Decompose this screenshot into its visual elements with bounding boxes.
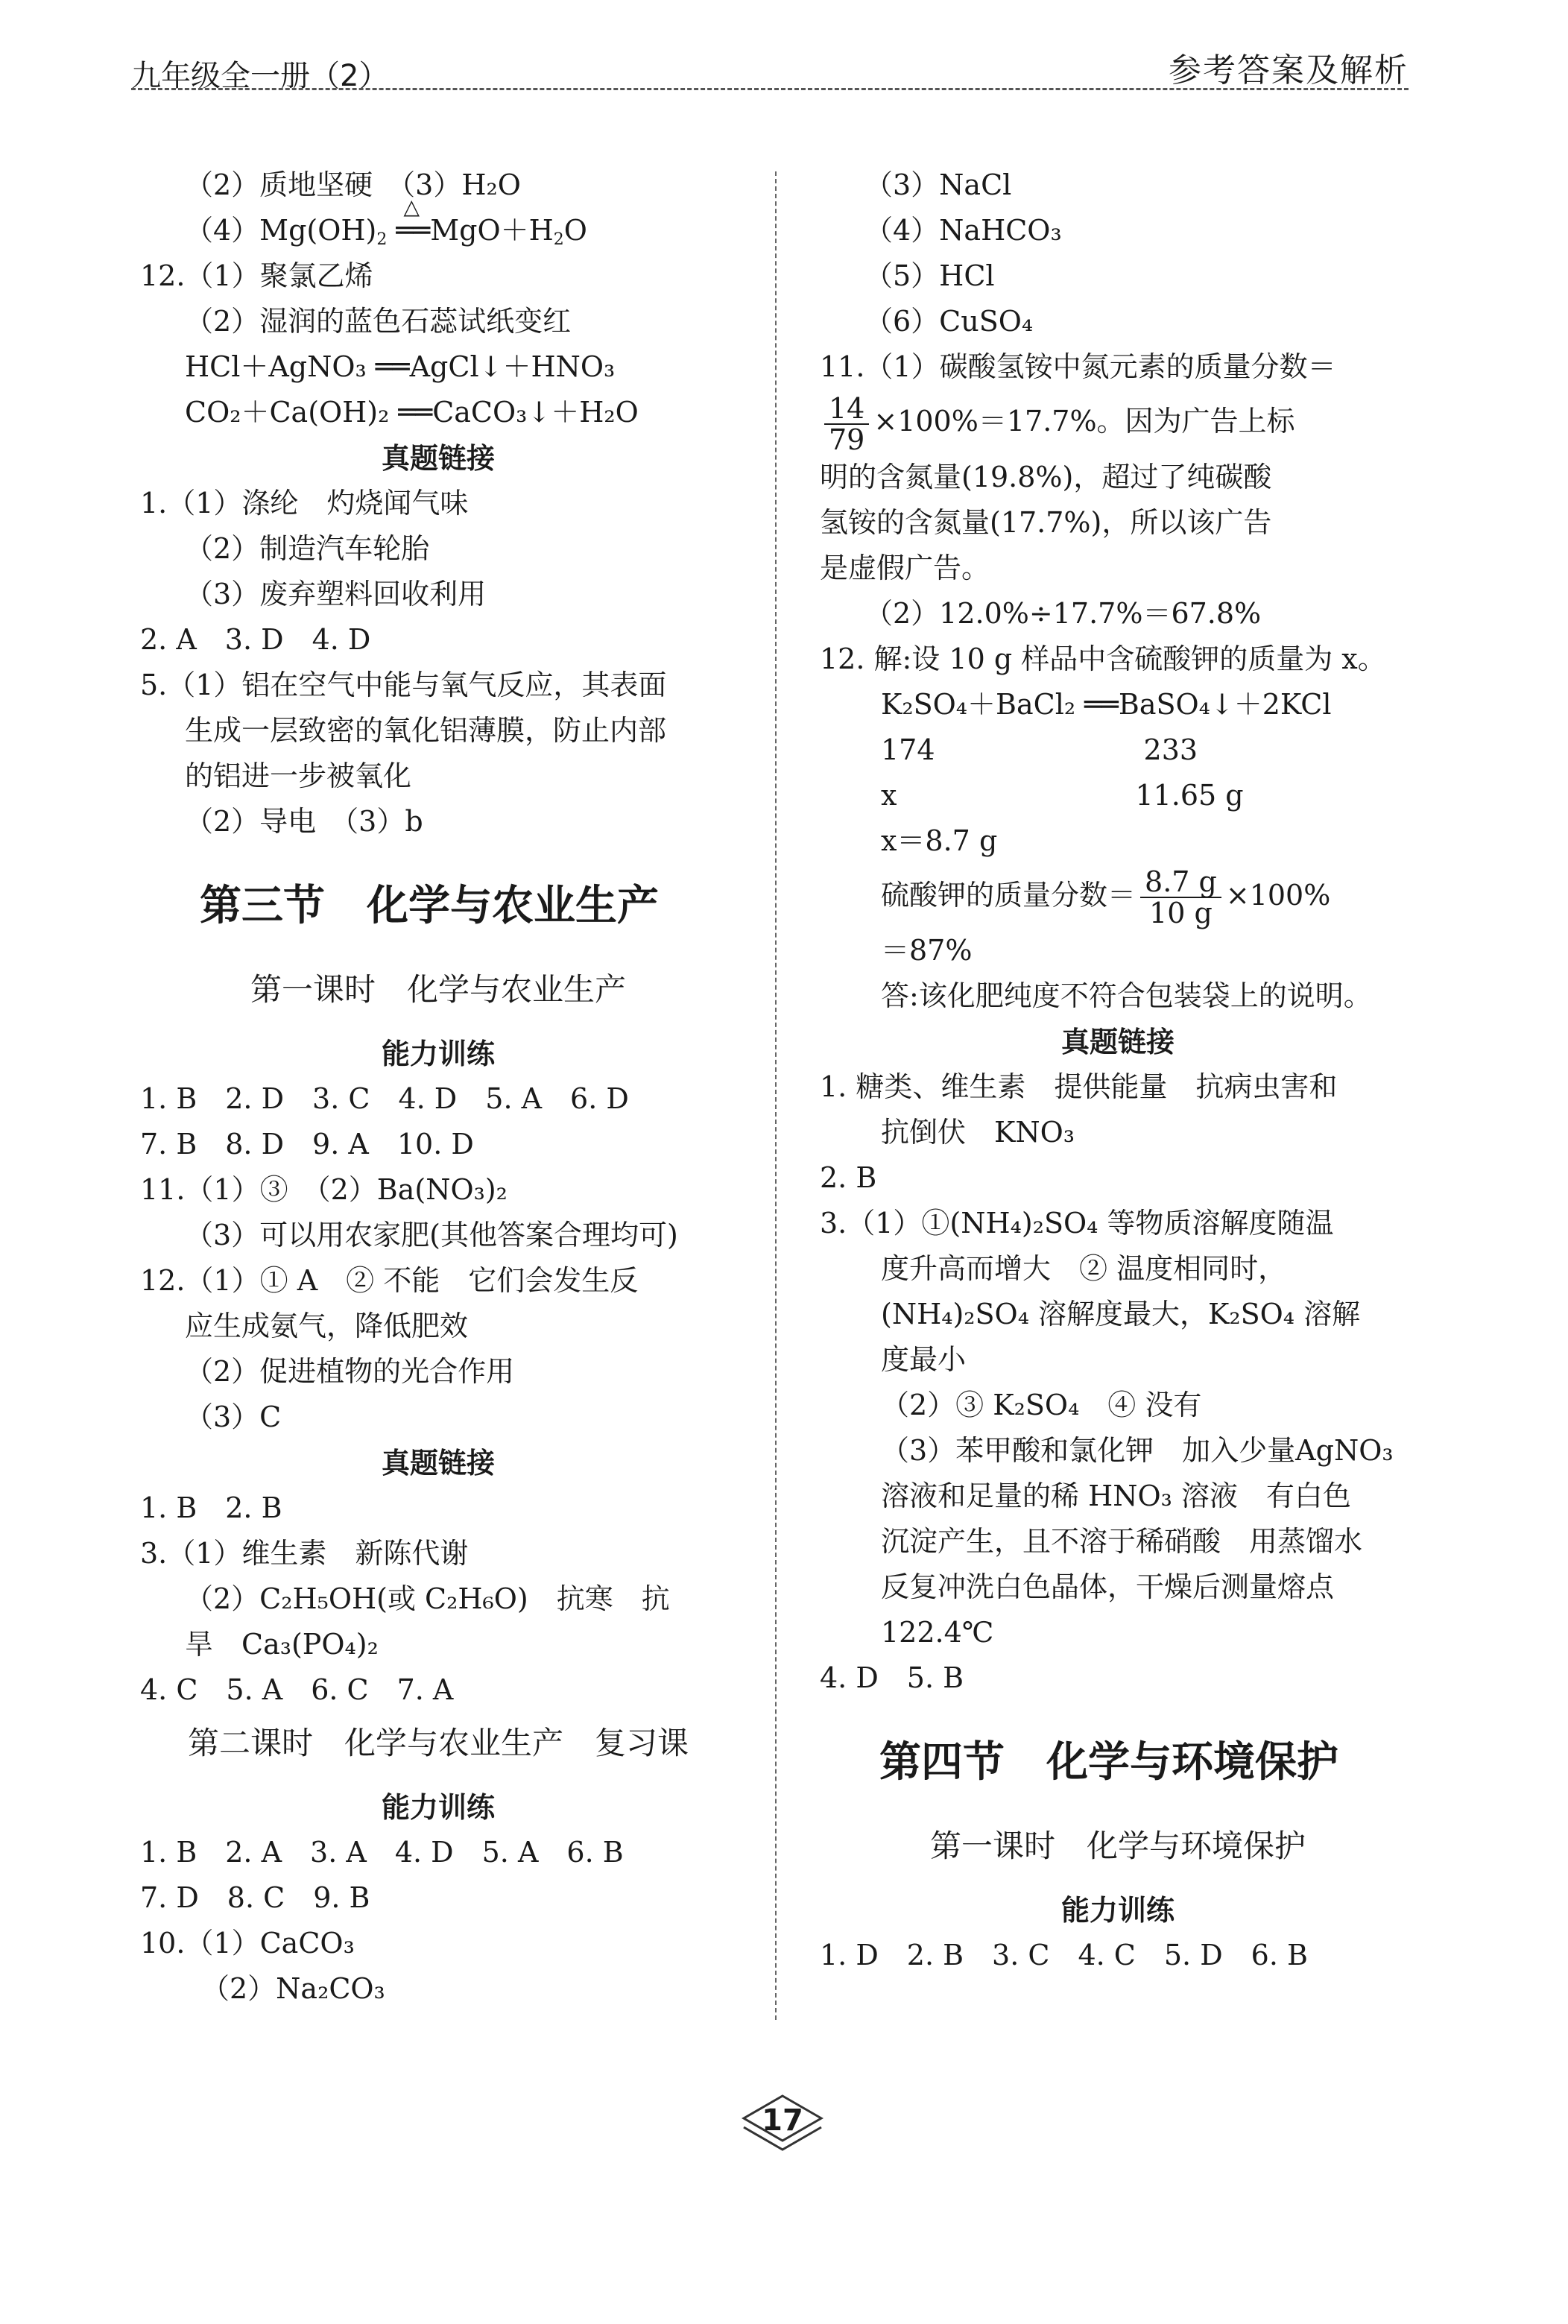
subheading: 能力训练 — [1060, 1893, 1175, 1927]
answer-line: 12.（1）① A ② 不能 它们会发生反 — [140, 1264, 639, 1297]
answer-line: （3）C — [185, 1401, 282, 1433]
answer-line: （4）NaHCO₃ — [864, 214, 1062, 247]
answer-line: 3.（1）维生素 新陈代谢 — [140, 1537, 469, 1570]
answer-line: 12.（1）聚氯乙烯 — [140, 259, 373, 292]
page-number-badge — [738, 2093, 827, 2153]
answer-line: （6）CuSO₄ — [864, 305, 1034, 338]
header-section-title: 参考答案及解析 — [1169, 51, 1409, 89]
equation-line: $(4)Mg(OH)_2$ △ $══MgO+H_2O$ — [140, 208, 736, 253]
answer-line: 1. B 2. D 3. C 4. D 5. A 6. D — [140, 1082, 629, 1115]
answer-line: （3）NaCl — [864, 168, 1012, 201]
answer-line: （2）C₂H₅OH(或 C₂H₆O) 抗寒 抗 — [185, 1582, 670, 1615]
answer-line: 3.（1）①(NH₄)₂SO₄ 等物质溶解度随温 — [820, 1207, 1334, 1240]
answer-line: 1. B 2. A 3. A 4. D 5. A 6. B — [140, 1836, 624, 1869]
equation-line: CO₂＋Ca(OH)₂ ══CaCO₃↓＋H₂O — [185, 396, 639, 429]
section-title: 第三节 化学与农业生产 — [200, 882, 659, 930]
subheading: 真题链接 — [381, 1446, 495, 1480]
answer-line: 2. B — [820, 1161, 877, 1194]
answer-line: 12. 解:设 10 g 样品中含硫酸钾的质量为 x。 — [820, 642, 1386, 675]
calc-line: ＝87% — [881, 934, 973, 967]
equation-line: HCl＋AgNO₃ ══AgCl↓＋HNO₃ — [185, 350, 616, 383]
answer-line: （2）导电 （3）b — [185, 805, 423, 838]
answer-line: 氢铵的含氮量(17.7%)，所以该广告 — [820, 505, 1272, 539]
section-title: 第四节 化学与环境保护 — [879, 1738, 1338, 1787]
answer-line: 生成一层致密的氧化铝薄膜，防止内部 — [185, 714, 667, 747]
answer-line: 抗倒伏 KNO₃ — [881, 1116, 1075, 1149]
answer-line: 反复冲洗白色晶体，干燥后测量熔点 — [881, 1570, 1335, 1603]
answer-line: （2）促进植物的光合作用 — [185, 1355, 515, 1388]
answer-line: 1. 糖类、维生素 提供能量 抗病虫害和 — [820, 1070, 1338, 1103]
answer-line: 溶液和足量的稀 HNO₃ 溶液 有白色 — [881, 1480, 1351, 1512]
subheading: 真题链接 — [381, 441, 495, 475]
answer-line: （3）废弃塑料回收利用 — [185, 578, 487, 610]
answer-line: 的铝进一步被氧化 — [185, 760, 412, 792]
answer-line: 明的含氮量(19.8%)，超过了纯碳酸 — [820, 460, 1272, 493]
left-column — [140, 162, 736, 2012]
calc-line: x＝8.7 g — [881, 824, 998, 857]
answer-line: （3）苯甲酸和氯化钾 加入少量AgNO₃ — [881, 1434, 1394, 1467]
answer-line: 4. C 5. A 6. C 7. A — [140, 1673, 454, 1706]
calc-line: 174 233 — [881, 733, 1198, 766]
equation-line: K₂SO₄＋BaCl₂ ══BaSO₄↓＋2KCl — [881, 687, 1332, 721]
answer-line: 度升高而增大 ② 温度相同时， — [881, 1252, 1287, 1285]
answer-line: （5）HCl — [864, 259, 995, 292]
fraction-line: $\frac{14}{79}$ ×100%＝17.7%。因为广告上标 — [820, 390, 1416, 455]
answer-line: （2）Na₂CO₃ — [201, 1972, 385, 2005]
answer-line: （2）制造汽车轮胎 — [185, 532, 430, 565]
answer-line: 沉淀产生，且不溶于稀硝酸 用蒸馏水 — [881, 1525, 1363, 1558]
answer-line: 7. D 8. C 9. B — [140, 1881, 370, 1914]
answer-line: 2. A 3. D 4. D — [140, 623, 371, 656]
column-divider — [775, 171, 777, 2020]
answer-line: 是虚假广告。 — [820, 551, 990, 584]
answer-line: （2）质地坚硬 （3）H₂O — [185, 168, 521, 201]
answer-line: 4. D 5. B — [820, 1661, 964, 1694]
answer-line: （2）③ K₂SO₄ ④ 没有 — [881, 1389, 1202, 1421]
subheading: 能力训练 — [381, 1790, 495, 1824]
answer-line: 答:该化肥纯度不符合包装袋上的说明。 — [881, 979, 1372, 1012]
answer-line: 5.（1）铝在空气中能与氧气反应，其表面 — [140, 669, 667, 701]
answer-line: 1. D 2. B 3. C 4. C 5. D 6. B — [820, 1939, 1308, 1971]
fraction-line: 硫酸钾的质量分数＝ $\frac{8.7 g}{10 g}$ ×100% — [881, 865, 1331, 929]
header-book-title: 九年级全一册（2） — [131, 59, 389, 93]
calc-line: x 11.65 g — [881, 778, 1244, 812]
lesson-title: 第二课时 化学与农业生产 复习课 — [187, 1725, 689, 1761]
answer-line: (NH₄)₂SO₄ 溶解度最大，K₂SO₄ 溶解 — [881, 1298, 1361, 1330]
subheading: 真题链接 — [1060, 1025, 1175, 1058]
right-column — [820, 162, 1416, 1978]
answer-line: 11.（1）③ （2）Ba(NO₃)₂ — [140, 1173, 508, 1206]
answer-line: 122.4℃ — [881, 1616, 994, 1649]
answer-line: 应生成氨气，降低肥效 — [185, 1310, 469, 1342]
answer-line: 1. B 2. B — [140, 1491, 282, 1524]
lesson-title: 第一课时 化学与农业生产 — [250, 971, 626, 1008]
heat-condition: △ ══ — [396, 195, 431, 247]
answer-line: 1.（1）涤纶 灼烧闻气味 — [140, 487, 469, 520]
answer-line: 7. B 8. D 9. A 10. D — [140, 1128, 474, 1161]
fraction: $\frac{8.7 g}{10 g}$ — [1140, 867, 1221, 928]
answer-line: （3）可以用农家肥(其他答案合理均可) — [185, 1219, 678, 1251]
answer-line: 11.（1）碳酸氢铵中氮元素的质量分数＝ — [820, 350, 1336, 383]
subheading: 能力训练 — [381, 1037, 495, 1070]
fraction: $\frac{14}{79}$ — [824, 394, 869, 455]
page-number: 17 — [762, 2103, 803, 2138]
answer-line: 旱 Ca₃(PO₄)₂ — [185, 1628, 379, 1661]
answer-line: （2）12.0%÷17.7%＝67.8% — [864, 596, 1262, 630]
answer-line: （2）湿润的蓝色石蕊试纸变红 — [185, 305, 572, 338]
lesson-title: 第一课时 化学与环境保护 — [929, 1828, 1306, 1864]
header-divider — [131, 88, 1409, 90]
answer-line: 度最小 — [881, 1343, 967, 1376]
answer-line: 10.（1）CaCO₃ — [140, 1927, 355, 1960]
